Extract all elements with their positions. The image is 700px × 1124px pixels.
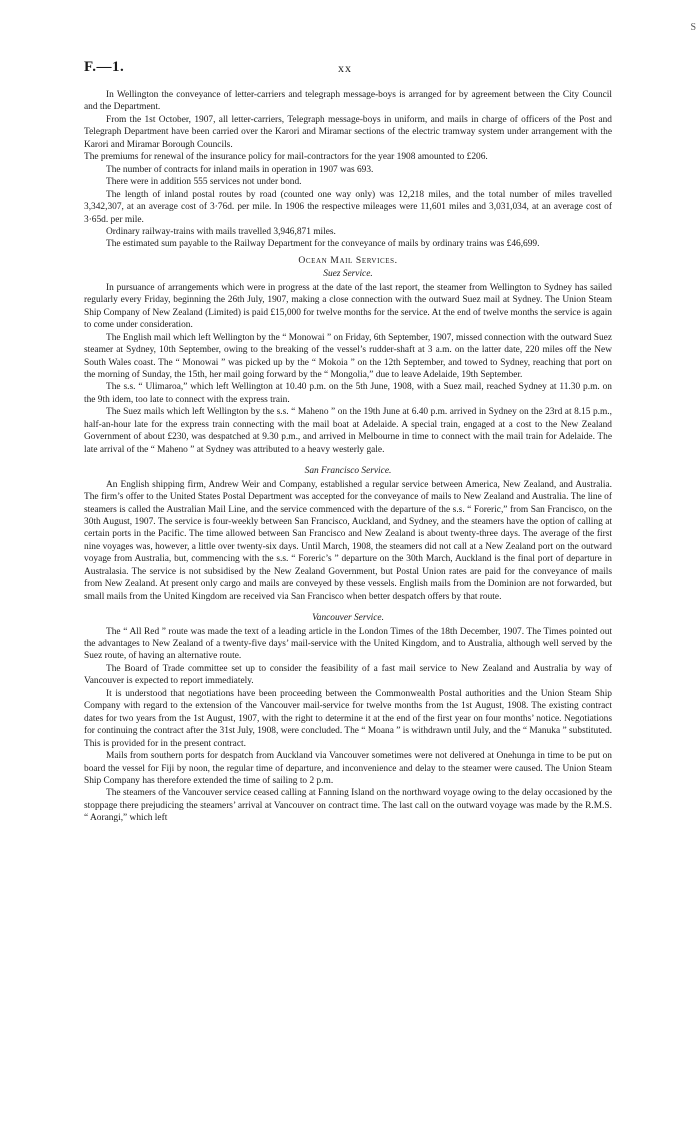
paragraph: Mails from southern ports for despatch from Auckland via Vancouver sometimes were not delivered at Onehunga in time to be put on board the vessel for Fiji by noon, the regular time of departure, and inconvenience and delay to the steamer were caused. The Union Steam Ship Company has therefore extended the time of sailing to 2 p.m. [84,751,612,787]
paragraph: The estimated sum payable to the Railway Department for the conveyance of mails by ordinary trains was £46,699. [106,239,540,250]
paragraph: The steamers of the Vancouver service ceased calling at Fanning Island on the northward voyage owing to the delay occasioned by the stoppage there prejudicing the steamers’ arrival at Vancouver on contract time. The last call on the outward voyage was made by the R.M.S. “ Aorangi,” which left [84,788,612,824]
section-heading: Ocean Mail Services. [298,254,398,266]
paragraph: The “ All Red ” route was made the text of a leading article in the London Times of the 18th December, 1907. The Times pointed out the advantages to New Zealand of a twenty-five days’ mail-service with the United Kingdom, and to Australia, although well served by the Suez route, of having an alternative route. [84,626,612,662]
paragraph: The Board of Trade committee set up to consider the feasibility of a fast mail service to New Zealand and Australia by way of Vancouver is expected to report immediately. [84,663,612,687]
paragraph: The English mail which left Wellington by the “ Monowai ” on Friday, 6th September, 1907, missed connection with the outward Suez steamer at Sydney, 10th September, owing to the breaking of the vessel’s rudder-shaft at 3 a.m. on the latter date, 220 miles off the New South Wales coast. The “ Monowai ” was picked up by the “ Mokoia ” on the 12th September, and towed to Sydney, reaching that port on the morning of Sunday, the 15th, her mail going forward by the “ Mongolia,” due to leave Adelaide, 19th September. [84,332,612,380]
paragraph: The Suez mails which left Wellington by the s.s. “ Maheno ” on the 19th June at 6.40 p.m. arrived in Sydney on the 23rd at 8.15 p.m., half-an-hour late for the express train connecting with the mail boat at Adelaide. A special train, engaged at a cost to the New Zealand Government of about £230, was despatched at 9.30 p.m., and arrived in Melbourne in time to connect with the mail train for Adelaide. The late arrival of the “ Maheno ” at Sydney was attributed to a heavy westerly gale. [84,407,612,455]
subsection-heading: Suez Service. [323,269,373,280]
paragraph: The premiums for renewal of the insurance policy for mail-contractors for the year 1908 amounted to £206. [84,152,488,163]
paragraph: It is understood that negotiations have been proceeding between the Commonwealth Postal authorities and the Union Steam Ship Company with regard to the extension of the Vancouver mail-service for twelve months from the 1st August, 1908. The existing contract dates for two years from the 1st August, 1907, with the right to determine it at the end of the first year on four months’ notice. Negotiations for continuing the contract after the 31st July, 1908, were concluded. The “ Moana ” is withdrawn until July, and the “ Manuka ” substituted. This is provided for in the present contract. [84,688,612,749]
subsection-heading: San Francisco Service. [304,466,392,477]
paragraph: In Wellington the conveyance of letter-carriers and telegraph message-boys is arranged for by agreement between the City Council and the Department. [84,90,612,113]
paragraph: The length of inland postal routes by road (counted one way only) was 12,218 miles, and the total number of miles travelled 3,342,307, at an average cost of 3·76d. per mile. In 1906 the respective mileages were 11,601 miles and 3,031,034, at an average cost of 3·65d. per mile. [84,189,612,225]
paragraph: There were in addition 555 services not under bond. [106,177,302,188]
corner-mark: S [690,22,696,33]
paragraph: From the 1st October, 1907, all letter-carriers, Telegraph message-boys in uniform, and mails in charge of officers of the Post and Telegraph Department have been carried over the Karori and Miramar sections of the electric tramway system under arrangement with the Karori and Miramar Borough Councils. [84,114,612,150]
document-body [84,89,612,825]
subsection-heading: Vancouver Service. [312,613,384,624]
paragraph: In pursuance of arrangements which were in progress at the date of the last report, the steamer from Wellington to Sydney has sailed regularly every Friday, beginning the 26th July, 1907, making a close connection with the outward Suez mail at Sydney. The Union Steam Ship Company of New Zealand (Limited) is paid £15,000 for twelve months for the service. At the end of twelve months the service is again to come under consideration. [84,282,612,331]
page-number: xx [338,61,352,75]
paragraph: The s.s. “ Ulimaroa,” which left Wellington at 10.40 p.m. on the 5th June, 1908, with a Suez mail, reached Sydney at 11.30 p.m. on the 9th idem, too late to connect with the express train. [84,382,612,405]
paragraph: Ordinary railway-trains with mails travelled 3,946,871 miles. [106,226,336,237]
document-reference: F.—1. [84,59,125,75]
paragraph: An English shipping firm, Andrew Weir and Company, established a regular service between America, New Zealand, and Australia. The firm’s offer to the United States Postal Department was accepted for the conveyance of mails to New Zealand and Australia. The line of steamers is called the Australian Mail Line, and the service commenced with the departure of the s.s. “ Foreric,” from San Francisco, on the 30th August, 1907. The service is four-weekly between San Francisco, Auckland, and Sydney, and the steamers have the option of calling at certain ports in the Pacific. The time allowed between San Francisco and New Zealand is about twenty-three days. The average of the first nine voyages was, however, a little over twenty-six days. Until March, 1908, the steamers did not call at a New Zealand port on the outward voyage from Australia, but, commencing with the s.s. “ Foreric’s ” departure on the 30th March, Auckland is the final port of departure in Australasia. The service is not subsidised by the New Zealand Government, but Postal Union rates are paid for the conveyance of mails from New Zealand. At present only cargo and mails are conveyed by these vessels. English mails from the Dominion are not forwarded, but small mails from the United Kingdom are received via San Francisco when better despatch offers by that route. [84,479,612,602]
paragraph: The number of contracts for inland mails in operation in 1907 was 693. [106,164,374,175]
